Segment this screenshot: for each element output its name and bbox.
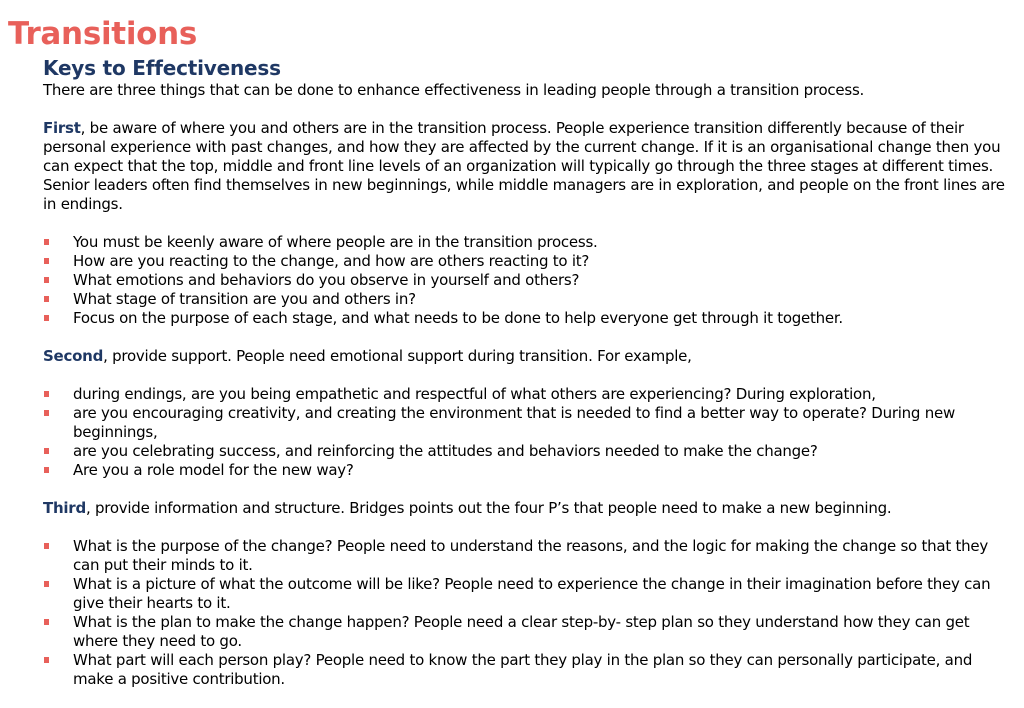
- list-item: [43, 537, 1008, 575]
- square-bullet-icon: [44, 391, 49, 397]
- square-bullet-icon: [44, 277, 49, 283]
- spacer: [43, 518, 1008, 537]
- spacer: [43, 100, 1008, 119]
- list-item: [43, 290, 1008, 309]
- first-bullet-list: [43, 233, 1008, 328]
- list-item: [43, 271, 1008, 290]
- square-bullet-icon: [44, 619, 49, 625]
- list-item: [43, 461, 1008, 480]
- third-bullet-list: [43, 537, 1008, 689]
- square-bullet-icon: [44, 296, 49, 302]
- square-bullet-icon: [44, 258, 49, 264]
- list-item-text: What part will each person play? People need to know the part they play in the plan so they can personally participate, and make a positive contribution.: [73, 651, 973, 688]
- list-item-text: What is a picture of what the outcome will be like? People need to experience the change in their imagination before they can give their hearts to it.: [73, 575, 991, 612]
- square-bullet-icon: [44, 315, 49, 321]
- document-body: [43, 55, 1008, 689]
- list-item-text: during endings, are you being empathetic and respectful of what others are experiencing? During exploration,: [73, 385, 876, 403]
- third-paragraph: [43, 499, 1008, 518]
- first-paragraph: [43, 119, 1008, 214]
- first-text: , be aware of where you and others are in the transition process. People experience transition differently because of their personal experience with past changes, and how they are affected by the current change. If it is an organisational change then you can expect that the top, middle and front line levels of an organization will typically go through the three stages at different times. Senior leaders often find themselves in new beginnings, while middle managers are in exploration, and people on the front lines are in endings.: [43, 119, 1005, 213]
- list-item-text: are you celebrating success, and reinforcing the attitudes and behaviors needed to make the change?: [73, 442, 818, 460]
- second-paragraph: [43, 347, 1008, 366]
- list-item: [43, 651, 1008, 689]
- second-text: , provide support. People need emotional support during transition. For example,: [103, 347, 692, 365]
- third-lead: Third: [43, 499, 86, 517]
- second-lead: Second: [43, 347, 104, 365]
- list-item-text: What is the purpose of the change? People need to understand the reasons, and the logic for making the change so that they can put their minds to it.: [73, 537, 988, 574]
- square-bullet-icon: [44, 467, 49, 473]
- spacer: [43, 214, 1008, 233]
- square-bullet-icon: [44, 581, 49, 587]
- square-bullet-icon: [44, 543, 49, 549]
- second-bullet-list: [43, 385, 1008, 480]
- spacer: [43, 480, 1008, 499]
- list-item: [43, 613, 1008, 651]
- page-title: Transitions: [8, 16, 198, 52]
- list-item-text: What is the plan to make the change happen? People need a clear step-by- step plan so they understand how they can get where they need to go.: [73, 613, 970, 650]
- list-item: [43, 252, 1008, 271]
- square-bullet-icon: [44, 239, 49, 245]
- square-bullet-icon: [44, 448, 49, 454]
- list-item-text: What stage of transition are you and others in?: [73, 290, 416, 308]
- list-item: [43, 385, 1008, 404]
- square-bullet-icon: [44, 657, 49, 663]
- list-item: [43, 575, 1008, 613]
- list-item-text: How are you reacting to the change, and how are others reacting to it?: [73, 252, 590, 270]
- list-item: [43, 442, 1008, 461]
- intro-paragraph: There are three things that can be done to enhance effectiveness in leading people through a transition process.: [43, 81, 865, 99]
- first-lead: First: [43, 119, 81, 137]
- list-item: [43, 233, 1008, 252]
- list-item: [43, 404, 1008, 442]
- list-item-text: Are you a role model for the new way?: [73, 461, 354, 479]
- list-item-text: Focus on the purpose of each stage, and what needs to be done to help everyone get through it together.: [73, 309, 843, 327]
- list-item-text: You must be keenly aware of where people are in the transition process.: [73, 233, 598, 251]
- third-text: , provide information and structure. Bridges points out the four P’s that people need to make a new beginning.: [85, 499, 892, 517]
- spacer: [43, 366, 1008, 385]
- list-item-text: are you encouraging creativity, and creating the environment that is needed to find a better way to operate? During new beginnings,: [73, 404, 955, 441]
- square-bullet-icon: [44, 410, 49, 416]
- section-subtitle: Keys to Effectiveness: [43, 56, 281, 80]
- list-item: [43, 309, 1008, 328]
- spacer: [43, 328, 1008, 347]
- list-item-text: What emotions and behaviors do you observe in yourself and others?: [73, 271, 580, 289]
